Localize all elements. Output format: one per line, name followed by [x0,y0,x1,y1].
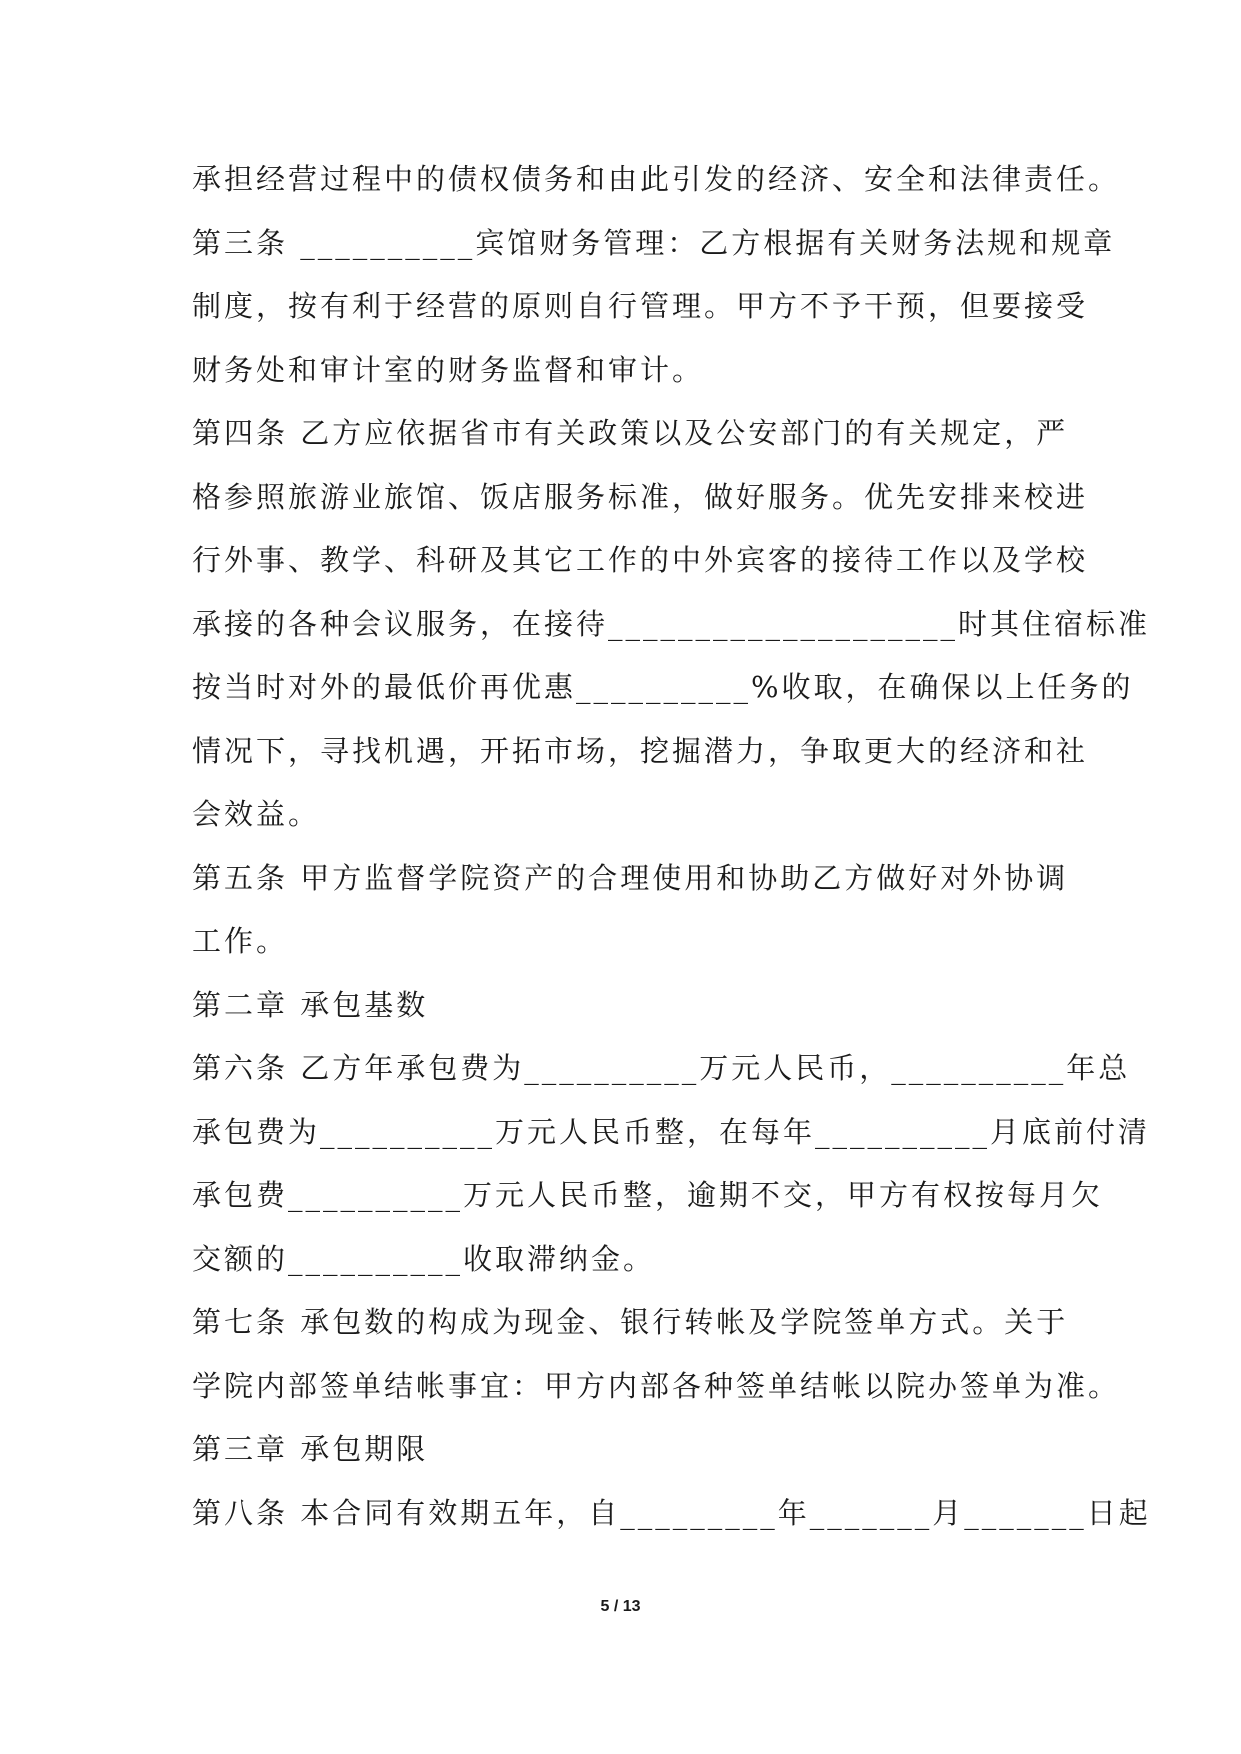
text-line: 第六条 乙方年承包费为__________万元人民币，__________年总 [192,1051,1131,1085]
page-number: 5 / 13 [600,1598,641,1615]
text-line: 第八条 本合同有效期五年，自_________年_______月_______日起 [192,1495,1151,1530]
text-line: 制度，按有利于经营的原则自行管理。甲方不予干预，但要接受 [192,289,1089,323]
chapter-heading: 第二章 承包基数 [192,987,429,1022]
text-line: 工作。 [192,924,289,958]
chapter-heading: 第三章 承包期限 [192,1432,429,1466]
text-line: 承担经营过程中的债权债务和由此引发的经济、安全和法律责任。 [192,162,1121,196]
text-line: 第五条 甲方监督学院资产的合理使用和协助乙方做好对外协调 [192,860,1069,895]
text-line: 按当时对外的最低价再优惠__________%收取，在确保以上任务的 [192,670,1134,704]
text-line: 交额的__________收取滞纳金。 [192,1241,656,1276]
text-line: 格参照旅游业旅馆、饭店服务标准，做好服务。优先安排来校进 [192,479,1089,514]
text-line: 会效益。 [192,797,321,831]
text-line: 承包费__________万元人民币整，逾期不交，甲方有权按每月欠 [192,1178,1104,1212]
contract-body [192,160,1151,1557]
text-line: 承包费为__________万元人民币整，在每年__________月底前付清 [192,1114,1151,1149]
text-line: 学院内部签单结帐事宜：甲方内部各种签单结帐以院办签单为准。 [192,1368,1121,1403]
text-line: 行外事、教学、科研及其它工作的中外宾客的接待工作以及学校 [192,543,1089,577]
text-line: 第七条 承包数的构成为现金、银行转帐及学院签单方式。关于 [192,1305,1069,1339]
text-line: 承接的各种会议服务，在接待____________________时其住宿标准 [192,606,1151,641]
text-line: 财务处和审计室的财务监督和审计。 [192,352,705,387]
text-line: 第三条 __________宾馆财务管理：乙方根据有关财务法规和规章 [192,225,1116,260]
text-line: 第四条 乙方应依据省市有关政策以及公安部门的有关规定，严 [192,416,1069,450]
text-line: 情况下，寻找机遇，开拓市场，挖掘潜力，争取更大的经济和社 [192,733,1089,768]
